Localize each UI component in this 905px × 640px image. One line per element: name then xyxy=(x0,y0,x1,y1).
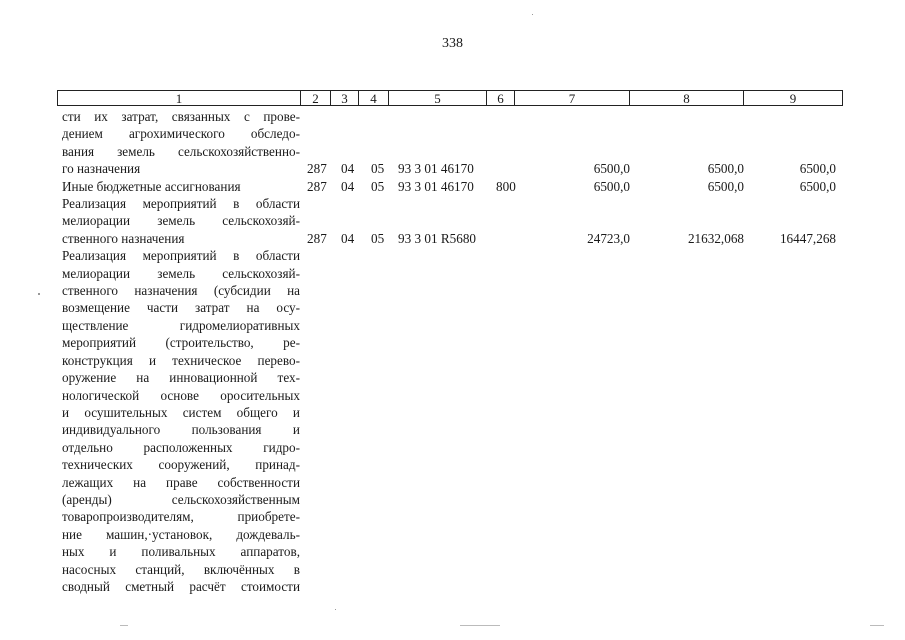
cell-year3: 16447,268 xyxy=(779,231,836,246)
table-header-row xyxy=(57,90,843,106)
header-col-3: 3 xyxy=(331,91,359,105)
description-line: Реализация мероприятий в области xyxy=(62,196,300,212)
description-line: товаропроизводителям, приобрете- xyxy=(62,509,300,525)
cell-csr: 93 3 01 R5680 xyxy=(398,231,477,246)
table-row-2-description xyxy=(62,178,300,195)
description-line: отдельно расположенных гидро- xyxy=(62,439,300,455)
header-col-6: 6 xyxy=(487,91,515,105)
description-line: возмещение части затрат на осу- xyxy=(62,300,300,316)
description-line: сти их затрат, связанных с прове- xyxy=(62,109,300,124)
cell-vr: 800 xyxy=(496,179,516,194)
description-column xyxy=(62,108,300,595)
cell-razdel: 04 xyxy=(341,179,355,194)
description-line: ществление гидромелиоративных xyxy=(62,317,300,333)
cell-year2: 21632,068 xyxy=(687,231,744,246)
description-line: насосных станций, включённых в xyxy=(62,561,300,577)
description-line: лежащих на праве собственности xyxy=(62,474,300,490)
description-line: дением агрохимического обследо- xyxy=(62,126,300,142)
header-col-5: 5 xyxy=(389,91,487,105)
description-line: технических сооружений, принад- xyxy=(62,457,300,473)
cell-year3: 6500,0 xyxy=(799,161,836,176)
description-line: (аренды) сельскохозяйственным xyxy=(62,491,300,507)
description-line: ственного назначения xyxy=(62,230,185,246)
scan-line xyxy=(460,625,500,626)
description-line: оружение на инновационной тех- xyxy=(62,370,300,386)
cell-year1: 6500,0 xyxy=(593,161,630,176)
description-line: и осушительных систем общего и xyxy=(62,404,300,420)
cell-csr: 93 3 01 46170 xyxy=(398,179,474,194)
cell-podrazdel: 05 xyxy=(371,179,385,194)
cell-podrazdel: 05 xyxy=(371,231,385,246)
description-line: Иные бюджетные ассигнования xyxy=(62,178,241,194)
description-line: ственного назначения (субсидии на xyxy=(62,283,300,299)
cell-year1: 24723,0 xyxy=(587,231,630,246)
cell-adm: 287 xyxy=(307,161,327,176)
description-line: мелиорации земель сельскохозяй- xyxy=(62,265,300,281)
cell-razdel: 04 xyxy=(341,161,355,176)
cell-year1: 6500,0 xyxy=(593,179,630,194)
cell-adm: 287 xyxy=(307,231,327,246)
table-row-1-description xyxy=(62,108,300,178)
description-line: го назначения xyxy=(62,161,141,177)
cell-year2: 6500,0 xyxy=(707,161,744,176)
table-row-4-description xyxy=(62,247,300,595)
header-col-7: 7 xyxy=(515,91,630,105)
scan-speck xyxy=(335,609,336,610)
description-line: индивидуального пользования и xyxy=(62,422,300,438)
cell-podrazdel: 05 xyxy=(371,161,385,176)
header-col-4: 4 xyxy=(359,91,389,105)
cell-csr: 93 3 01 46170 xyxy=(398,161,474,176)
header-col-2: 2 xyxy=(301,91,331,105)
cell-year2: 6500,0 xyxy=(707,179,744,194)
description-line: ных и поливальных аппаратов, xyxy=(62,544,300,560)
scan-speck xyxy=(532,14,533,15)
cell-razdel: 04 xyxy=(341,231,355,246)
header-col-1: 1 xyxy=(58,91,301,105)
description-line: мелиорации земель сельскохозяй- xyxy=(62,213,300,229)
header-col-9: 9 xyxy=(789,91,797,106)
description-line: нологической основе оросительных xyxy=(62,387,300,403)
scan-line xyxy=(870,625,884,626)
description-line: ние машин,·установок, дождеваль- xyxy=(62,526,300,542)
header-col-8: 8 xyxy=(630,91,744,105)
description-line: сводный сметный расчёт стоимости xyxy=(62,578,300,594)
cell-adm: 287 xyxy=(307,179,327,194)
scan-speck xyxy=(38,293,40,295)
description-line: вания земель сельскохозяйственно- xyxy=(62,143,300,159)
description-line: Реализация мероприятий в области xyxy=(62,248,300,264)
page-number: 338 xyxy=(442,36,463,51)
table-row-3-description xyxy=(62,195,300,247)
scan-line xyxy=(120,625,128,626)
cell-year3: 6500,0 xyxy=(799,179,836,194)
description-line: конструкция и техническое перево- xyxy=(62,352,300,368)
description-line: мероприятий (строительство, ре- xyxy=(62,335,300,351)
